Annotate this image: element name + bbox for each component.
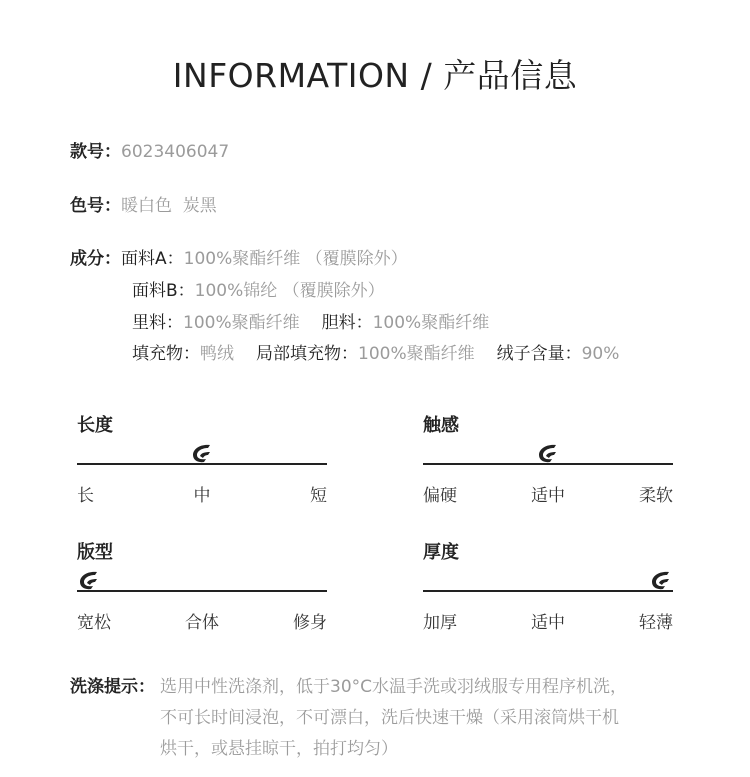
style-number-label: 款号： bbox=[70, 142, 121, 162]
fabric-a-label: 面料A： bbox=[121, 249, 184, 269]
fabric-b-value: 100%锦纶 （覆膜除外） bbox=[194, 281, 385, 301]
liner-label: 胆料： bbox=[321, 313, 373, 333]
brand-logo-icon bbox=[536, 441, 560, 465]
composition-row-2 bbox=[132, 276, 385, 301]
composition-label: 成分： bbox=[70, 249, 121, 269]
wash-line-2: 不可长时间浸泡，不可漂白，洗后快速干燥（采用滚筒烘干机 bbox=[160, 708, 619, 728]
length-tick-2: 短 bbox=[310, 486, 327, 506]
fit-tick-2: 修身 bbox=[293, 613, 327, 633]
thickness-gauge bbox=[423, 538, 673, 638]
partial-filling-label: 局部填充物： bbox=[256, 344, 358, 364]
length-gauge-title: 长度 bbox=[77, 415, 113, 436]
wash-line-1: 选用中性洗涤剂，低于30°C水温手洗或羽绒服专用程序机洗， bbox=[160, 677, 628, 697]
touch-tick-0: 偏硬 bbox=[423, 486, 457, 506]
down-content-value: 90% bbox=[581, 344, 620, 364]
brand-logo-icon bbox=[649, 568, 673, 592]
fit-gauge-bar bbox=[77, 590, 327, 592]
composition-row-4 bbox=[132, 339, 619, 364]
thickness-tick-1: 适中 bbox=[531, 613, 565, 633]
length-tick-1: 中 bbox=[193, 486, 211, 506]
fit-gauge bbox=[77, 538, 327, 638]
color-value: 暖白色 炭黑 bbox=[121, 196, 217, 216]
fit-tick-0: 宽松 bbox=[77, 613, 111, 633]
brand-logo-icon bbox=[77, 568, 101, 592]
thickness-tick-0: 加厚 bbox=[423, 613, 457, 633]
lining-value: 100%聚酯纤维 bbox=[183, 313, 300, 333]
thickness-tick-2: 轻薄 bbox=[639, 613, 673, 633]
lining-label: 里料： bbox=[132, 313, 183, 333]
touch-tick-2: 柔软 bbox=[639, 486, 673, 506]
length-tick-0: 长 bbox=[77, 486, 94, 506]
thickness-gauge-title: 厚度 bbox=[423, 542, 459, 563]
color-label: 色号： bbox=[70, 196, 121, 216]
composition-row-3 bbox=[132, 308, 489, 333]
down-content-label: 绒子含量： bbox=[496, 344, 582, 364]
fit-gauge-title: 版型 bbox=[77, 542, 113, 563]
fabric-a-value: 100%聚酯纤维 （覆膜除外） bbox=[183, 249, 408, 269]
fabric-b-label: 面料B： bbox=[132, 281, 195, 301]
touch-gauge bbox=[423, 411, 673, 511]
composition-row-1 bbox=[70, 244, 408, 269]
brand-logo-icon bbox=[190, 441, 214, 465]
thickness-gauge-bar bbox=[423, 590, 673, 592]
touch-gauge-title: 触感 bbox=[423, 415, 459, 436]
partial-filling-value: 100%聚酯纤维 bbox=[358, 344, 475, 364]
liner-value: 100%聚酯纤维 bbox=[372, 313, 490, 333]
wash-line-3: 烘干，或悬挂晾干，拍打均匀） bbox=[160, 739, 398, 759]
filling-value: 鸭绒 bbox=[200, 344, 234, 364]
style-number-row bbox=[70, 137, 229, 162]
color-row bbox=[70, 191, 217, 216]
wash-label: 洗涤提示： bbox=[70, 677, 155, 697]
touch-tick-1: 适中 bbox=[531, 486, 565, 506]
filling-label: 填充物： bbox=[132, 344, 200, 364]
length-gauge bbox=[77, 411, 327, 511]
page-title: INFORMATION / 产品信息 bbox=[172, 56, 578, 95]
wash-text bbox=[160, 672, 750, 765]
fit-tick-1: 合体 bbox=[185, 613, 219, 633]
style-number-value: 6023406047 bbox=[121, 142, 230, 162]
